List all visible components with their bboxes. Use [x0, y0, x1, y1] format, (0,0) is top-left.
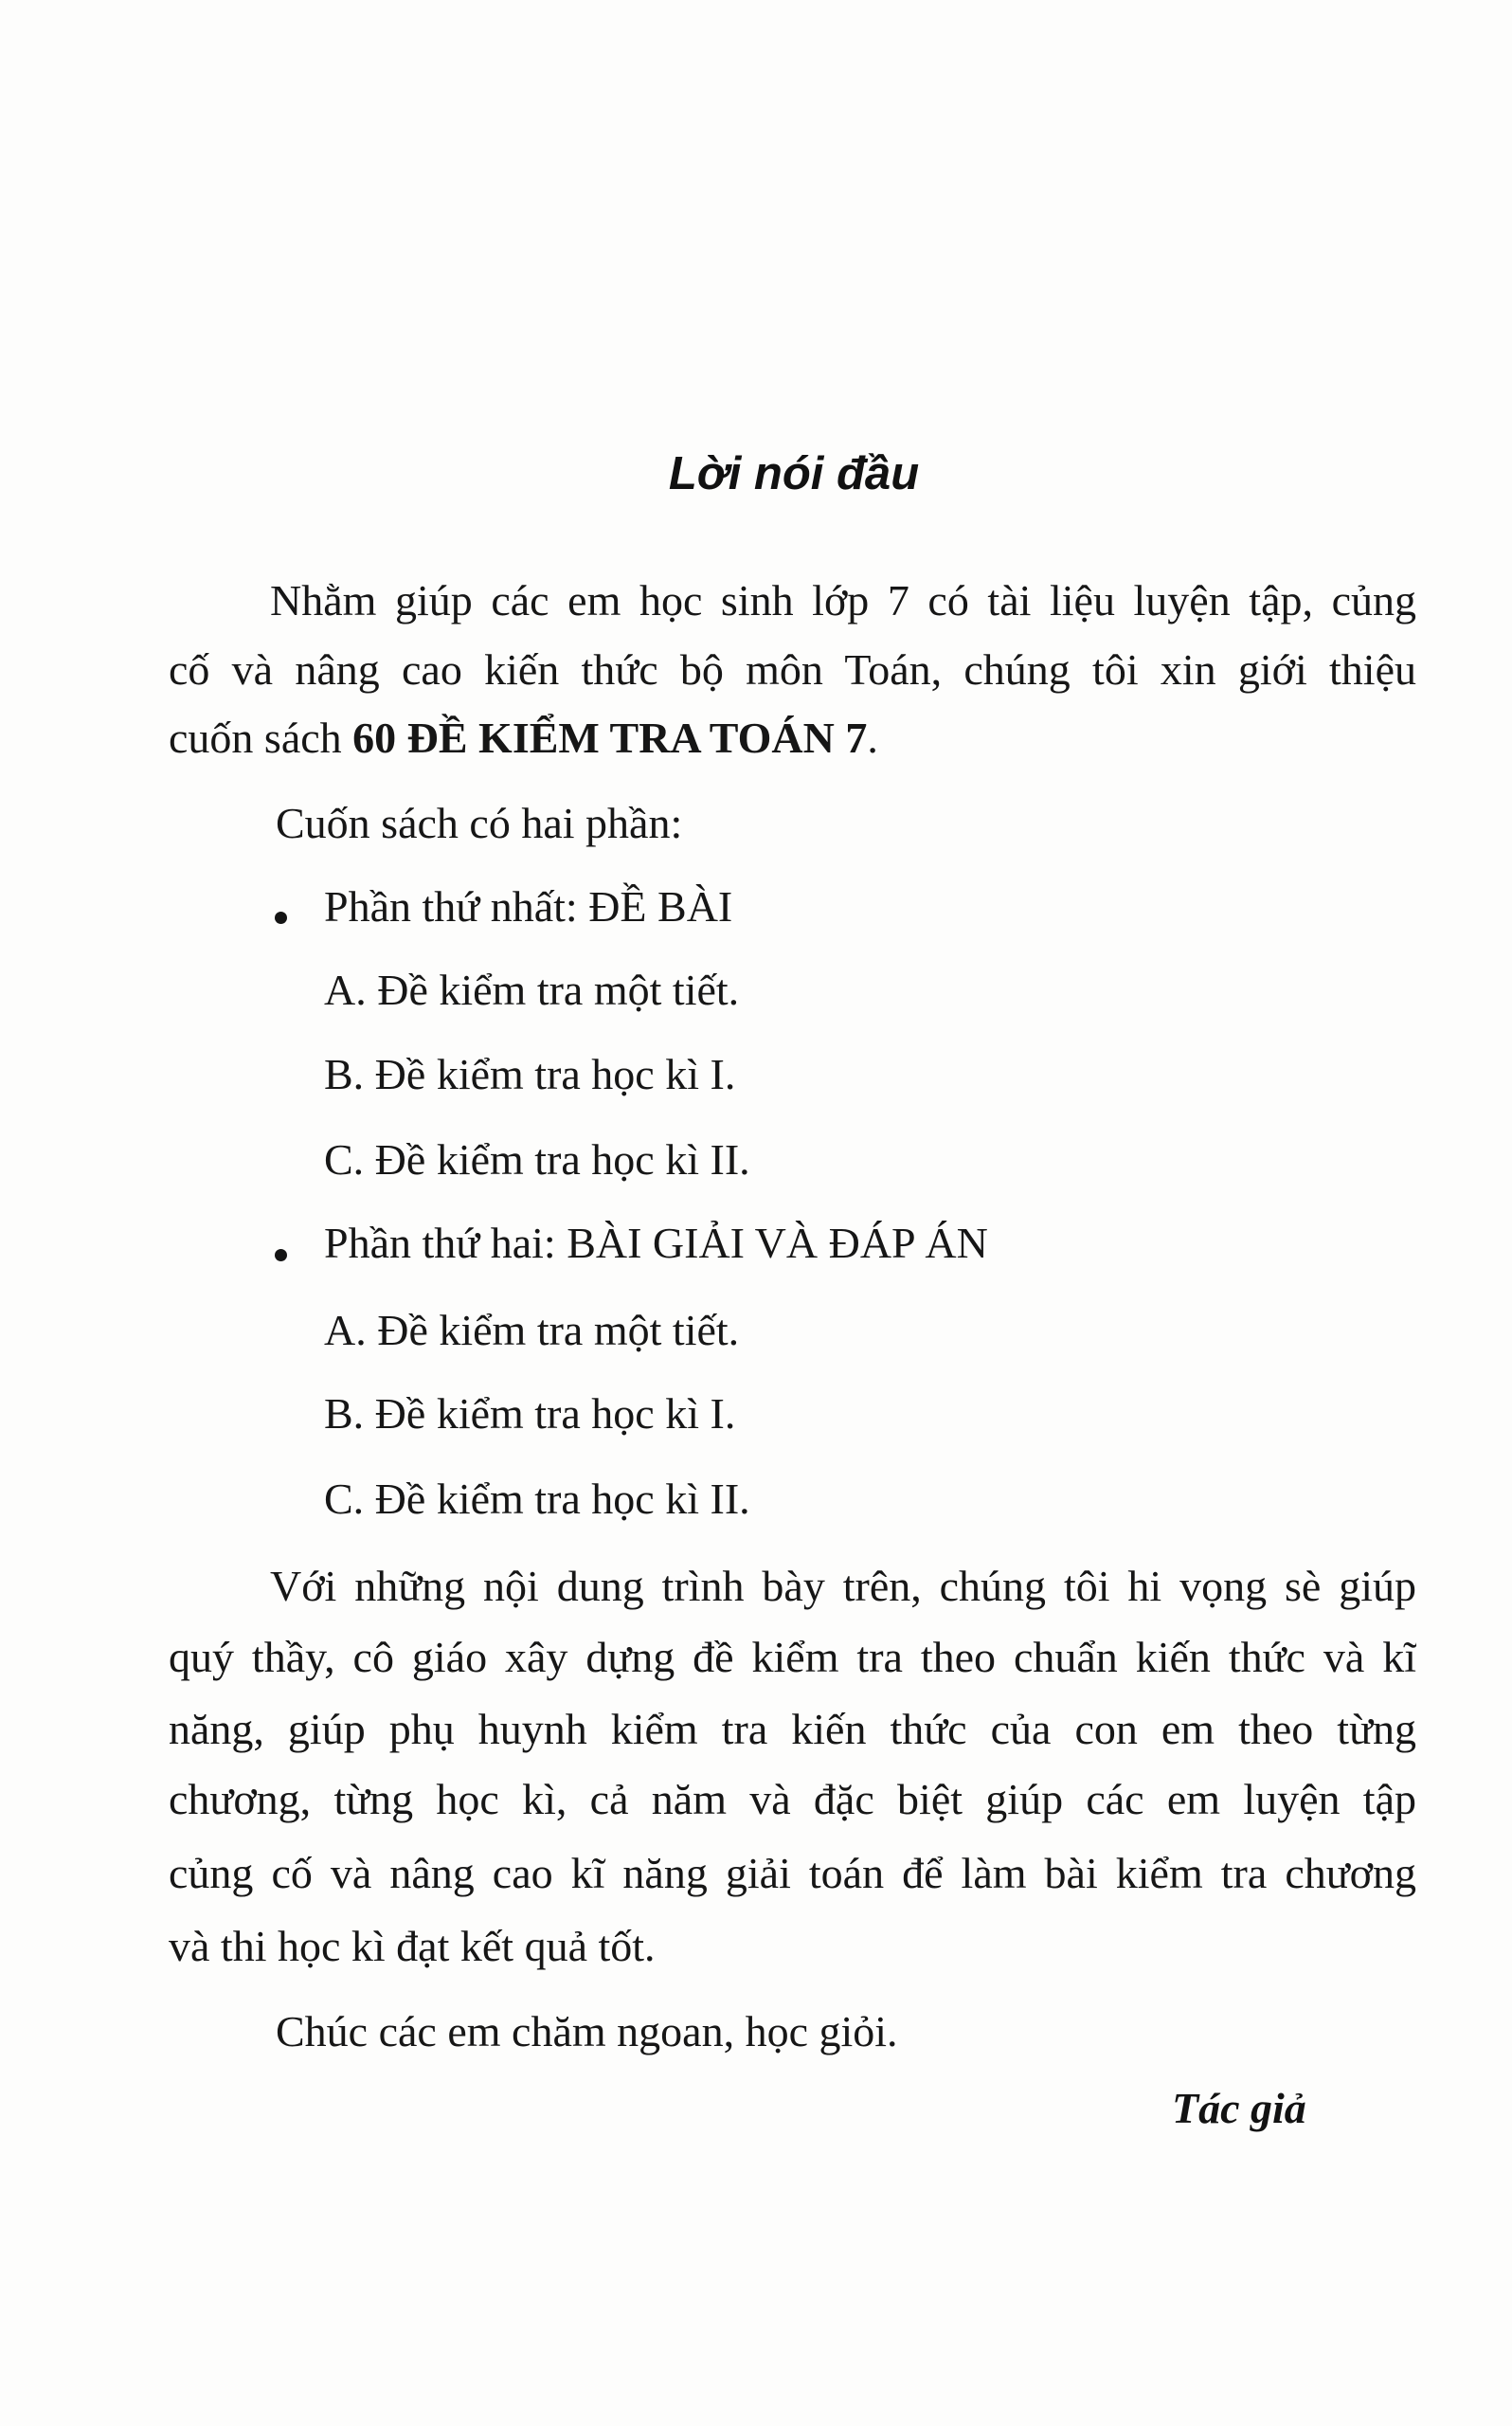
part-2-item-b: B. Đề kiểm tra học kì I. [324, 1389, 736, 1438]
book-title: 60 ĐỀ KIỂM TRA TOÁN 7 [352, 714, 868, 762]
intro-prefix: cuốn sách [169, 714, 353, 762]
closing-line-6: và thi học kì đạt kết quả tốt. [169, 1922, 656, 1970]
part-1-label: Phần thứ nhất: ĐỀ BÀI [324, 882, 733, 931]
part-1-item-b: B. Đề kiểm tra học kì I. [324, 1050, 736, 1098]
part-2-item-a: A. Đề kiểm tra một tiết. [324, 1306, 740, 1354]
part-1-item-c: C. Đề kiểm tra học kì II. [324, 1135, 750, 1184]
closing-line-4: chương, từng học kì, cả năm và đặc biệt giúp các em luyện tập [169, 1775, 1416, 1823]
bullet-icon [275, 1249, 287, 1261]
closing-line-2: quý thầy, cô giáo xây dựng đề kiểm tra theo chuẩn kiến thức và kĩ [169, 1633, 1416, 1681]
page-title: Lời nói đầu [668, 448, 920, 499]
structure-intro: Cuốn sách có hai phần: [276, 799, 683, 847]
intro-line-2: cố và nâng cao kiến thức bộ môn Toán, chúng tôi xin giới thiệu [169, 645, 1416, 694]
closing-wish: Chúc các em chăm ngoan, học giỏi. [276, 2007, 898, 2055]
author-signature: Tác giả [1172, 2084, 1306, 2132]
part-2-item-c: C. Đề kiểm tra học kì II. [324, 1475, 750, 1523]
intro-suffix: . [867, 714, 878, 762]
bullet-icon [275, 912, 287, 924]
closing-line-5: củng cố và nâng cao kĩ năng giải toán để làm bài kiểm tra chương [169, 1849, 1416, 1897]
closing-line-3: năng, giúp phụ huynh kiểm tra kiến thức của con em theo từng [169, 1705, 1416, 1753]
intro-line-3 [169, 712, 878, 765]
part-1-item-a: A. Đề kiểm tra một tiết. [324, 966, 740, 1014]
intro-line-1: Nhằm giúp các em học sinh lớp 7 có tài liệu luyện tập, củng [270, 576, 1416, 625]
part-2-label: Phần thứ hai: BÀI GIẢI VÀ ĐÁP ÁN [324, 1219, 988, 1267]
closing-line-1: Với những nội dung trình bày trên, chúng tôi hi vọng sè giúp [270, 1562, 1416, 1610]
